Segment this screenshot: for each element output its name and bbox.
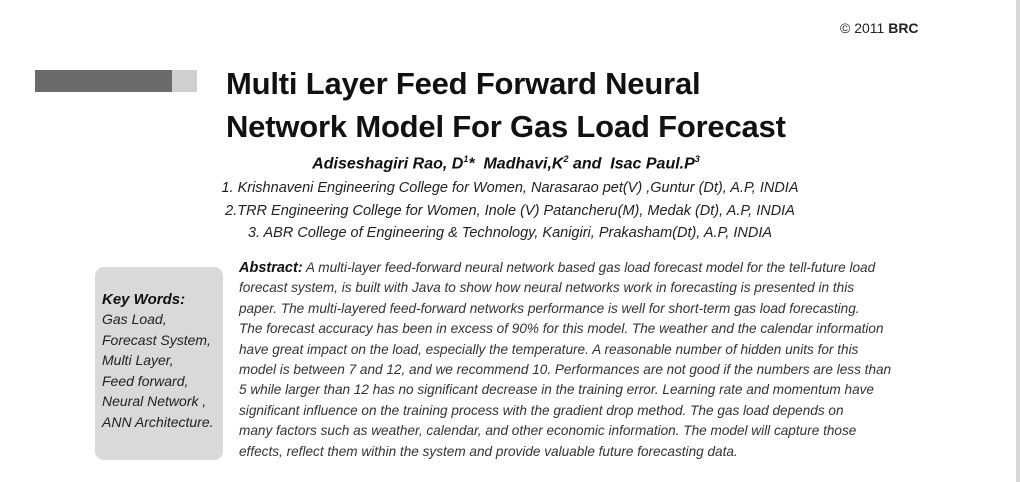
paper-title [226,62,926,148]
author-3-name: Isac Paul.P [610,155,695,173]
abstract-line [239,258,927,278]
keywords-box [95,267,223,460]
affiliations [0,177,1020,245]
abstract-line: model is between 7 and 12, and we recommend 10. Performances are not good if the numbers are less than [239,362,892,378]
keyword-item: Gas Load, [102,311,167,327]
author-2-affil: 2 [563,154,569,164]
author-1-name: Adiseshagiri Rao, D [312,155,464,173]
decorative-bar-light [172,70,197,92]
decorative-bar-dark [35,70,172,92]
copyright-org: BRC [888,20,919,36]
keyword-item: Forecast System, [102,331,211,348]
keyword-item: Feed forward, [102,372,189,389]
decorative-bar [35,70,197,92]
abstract-line: forecast system, is built with Java to show how neural networks work in forecasting is presented in this [239,280,855,296]
keyword-item: Neural Network , [102,393,207,409]
title-line-2: Network Model For Gas Load Forecast [226,109,786,144]
affiliation-3: 3. ABR College of Engineering & Technology, Kanigiri, Prakasham(Dt), A.P, INDIA [247,225,773,241]
author-conjunction: and [572,155,602,173]
keyword-item: ANN Architecture. [102,413,214,430]
author-1-mark: * [468,155,475,173]
author-1-affil: 1 [463,154,469,164]
title-line-1: Multi Layer Feed Forward Neural [226,66,701,101]
keyword-item: Multi Layer, [102,352,174,368]
abstract-line: have great impact on the load, especially the temperature. A reasonable number of hidden units for this [239,341,859,357]
author-line [0,154,1016,173]
copyright-notice [840,20,919,36]
author-2-name: Madhavi,K [483,155,564,173]
abstract-line: paper. The multi-layered feed-forward networks performance is well for short-term gas load forecasting. [239,300,860,316]
affiliation-1: 1. Krishnaveni Engineering College for Women, Narasarao pet(V) ,Guntur (Dt), A.P, INDIA [221,180,799,196]
keywords-heading: Key Words: [102,291,186,308]
affiliation-2: 2.TRR Engineering College for Women, Inole (V) Patancheru(M), Medak (Dt), A.P, INDIA [225,202,795,219]
abstract-line: many factors such as weather, calendar, and other economic information. The model will capture those [239,423,857,439]
author-3-affil: 3 [694,154,700,164]
abstract-line: significant influence on the training process with the gradient drop method. The gas load depends on [239,402,844,418]
abstract [239,258,927,462]
abstract-label: Abstract: [239,260,303,276]
abstract-line: effects, reflect them within the system and provide valuable future forecasting data. [239,443,738,459]
abstract-line-text: A multi-layer feed-forward neural network based gas load forecast model for the tell-future load [302,260,876,275]
abstract-line: 5 while larger than 12 has no significant decrease in the training error. Learning rate and momentum have [239,382,874,398]
abstract-line: The forecast accuracy has been in excess of 90% for this model. The weather and the calendar information [239,321,884,337]
copyright-text: © 2011 [840,20,889,36]
